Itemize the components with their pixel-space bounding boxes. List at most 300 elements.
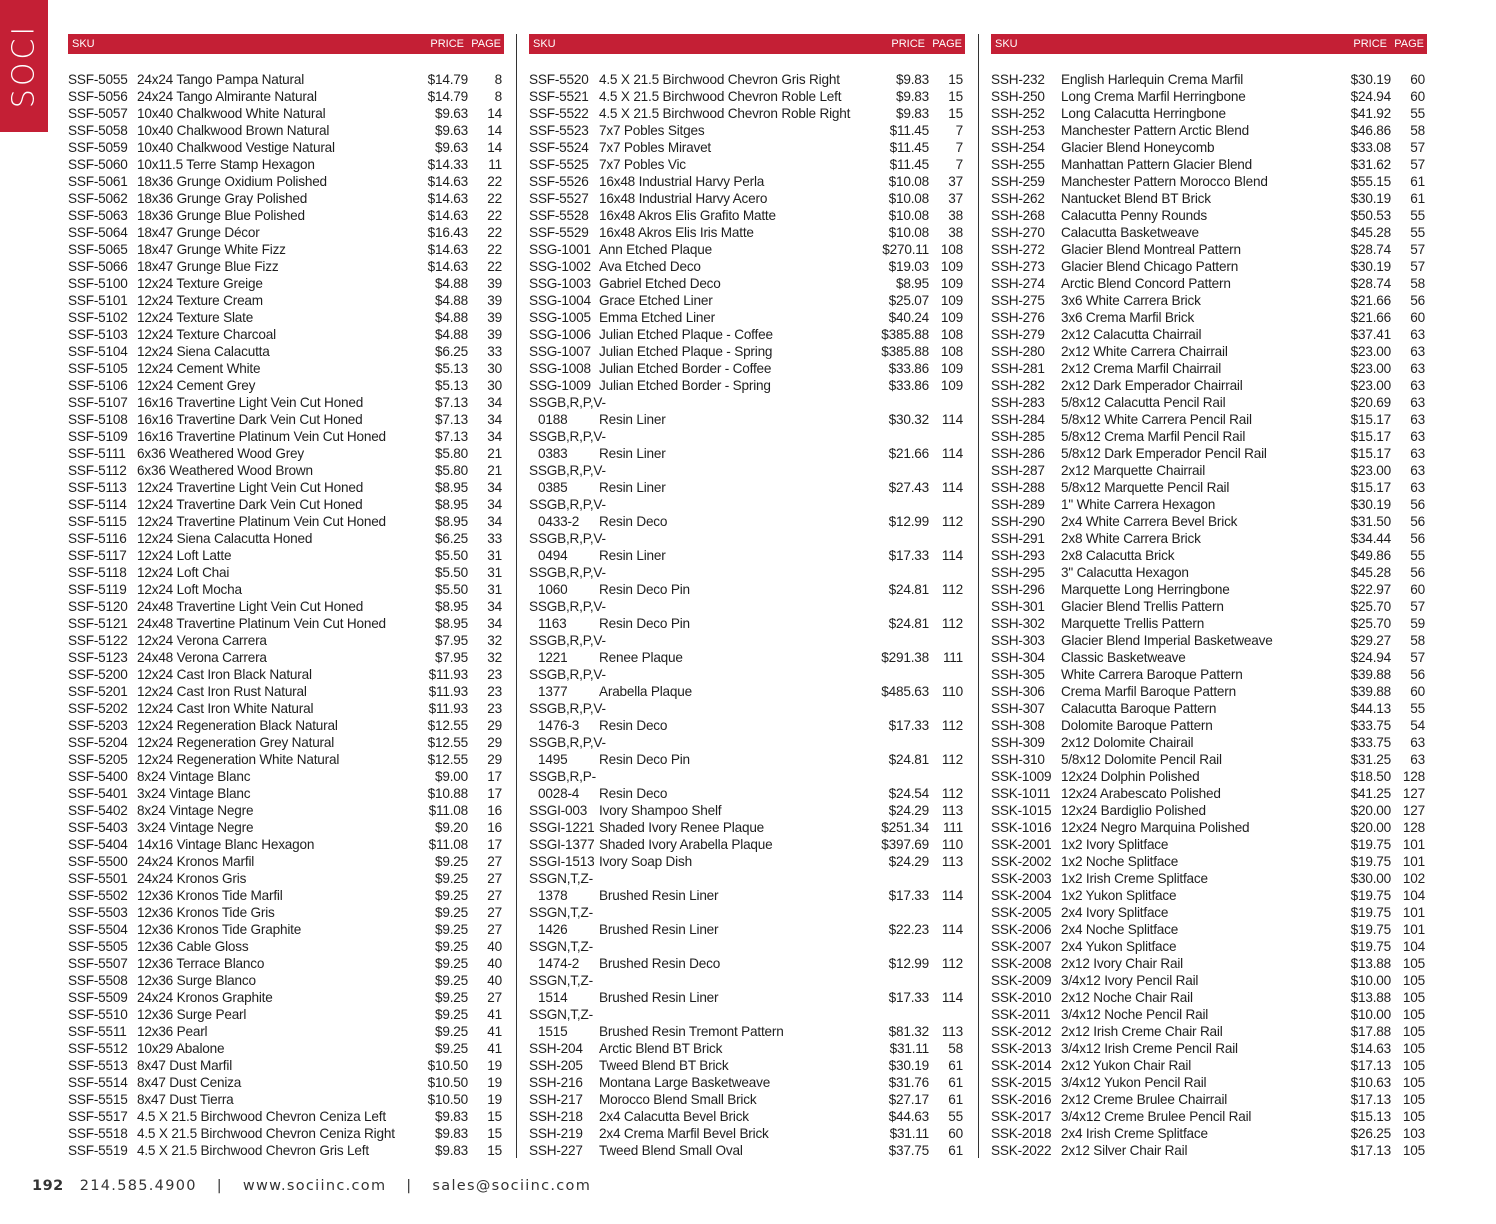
table-row [529, 989, 965, 1006]
table-row [991, 411, 1427, 428]
sku-cell: SSK-2016 [991, 1092, 1052, 1107]
price-cell: $5.80 [434, 463, 468, 478]
description-cell: 1x2 Noche Splitface [1061, 854, 1179, 869]
table-row [529, 513, 965, 530]
sku-cell: SSH-289 [991, 497, 1045, 512]
page-cell: 39 [487, 276, 502, 291]
description-cell: Resin Deco [599, 718, 668, 733]
sku-cell: SSF-5514 [68, 1075, 128, 1090]
table-row [68, 292, 504, 309]
table-row [529, 887, 965, 904]
table-row [991, 1040, 1427, 1057]
page-cell: 22 [487, 242, 502, 257]
description-cell: Arabella Plaque [599, 684, 692, 699]
page-cell: 112 [941, 786, 963, 801]
sku-cell: 1163 [538, 616, 567, 631]
sku-cell: SSG-1002 [529, 259, 591, 274]
page-cell: 17 [487, 837, 502, 852]
sku-cell: SSF-5200 [68, 667, 128, 682]
sku-cell: SSH-303 [991, 633, 1045, 648]
price-cell: $14.63 [427, 242, 468, 257]
price-cell: $10.08 [888, 191, 929, 206]
sku-cell: SSH-309 [991, 735, 1045, 750]
price-cell: $30.19 [1350, 72, 1391, 87]
page-cell: 60 [1410, 72, 1425, 87]
sku-cell: SSH-285 [991, 429, 1045, 444]
description-cell: Ivory Shampoo Shelf [599, 803, 722, 818]
sku-cell: SSH-205 [529, 1058, 583, 1073]
sku-cell: SSF-5058 [68, 123, 128, 138]
price-cell: $31.62 [1350, 157, 1391, 172]
table-row [991, 870, 1427, 887]
description-cell: 2x8 Calacutta Brick [1061, 548, 1175, 563]
phone-number: 214.585.4900 [79, 1178, 197, 1194]
table-row [529, 173, 965, 190]
description-cell: Brushed Resin Tremont Pattern [599, 1024, 784, 1039]
sku-cell: 0433-2 [538, 514, 580, 529]
price-cell: $251.34 [881, 820, 929, 835]
table-row [529, 88, 965, 105]
sku-cell: SSF-5104 [68, 344, 128, 359]
description-cell: 10x40 Chalkwood Brown Natural [137, 123, 330, 138]
description-cell: 2x12 Creme Brulee Chairrail [1061, 1092, 1228, 1107]
sku-cell: SSK-1016 [991, 820, 1052, 835]
sku-cell: SSK-2011 [991, 1007, 1051, 1022]
table-row [991, 258, 1427, 275]
description-cell: 12x36 Surge Blanco [137, 973, 256, 988]
table-row [68, 734, 504, 751]
description-cell: Julian Etched Border - Coffee [599, 361, 772, 376]
sku-cell: SSGN,T,Z- [529, 939, 593, 954]
price-cell: $7.13 [434, 429, 468, 444]
table-row [991, 530, 1427, 547]
page-cell: 22 [487, 208, 502, 223]
table-row [68, 683, 504, 700]
page-cell: 61 [1410, 191, 1425, 206]
description-cell: Tweed Blend BT Brick [599, 1058, 729, 1073]
description-cell: Resin Deco Pin [599, 752, 690, 767]
description-cell: 12x24 Regeneration White Natural [137, 752, 340, 767]
table-row [68, 241, 504, 258]
sku-cell: SSGI-1377 [529, 837, 595, 852]
table-row [68, 479, 504, 496]
price-cell: $8.95 [434, 514, 468, 529]
description-cell: 12x24 Texture Charcoal [137, 327, 276, 342]
page-cell: 27 [487, 854, 502, 869]
price-cell: $10.50 [427, 1092, 468, 1107]
table-row [68, 207, 504, 224]
price-cell: $19.75 [1350, 854, 1391, 869]
sku-cell: SSF-5059 [68, 140, 128, 155]
sku-cell: SSH-274 [991, 276, 1045, 291]
page-cell: 34 [487, 480, 502, 495]
sku-cell: SSH-302 [991, 616, 1045, 631]
page-cell: 14 [487, 123, 502, 138]
description-cell: Marquette Trellis Pattern [1061, 616, 1205, 631]
description-cell: 10x40 Chalkwood White Natural [137, 106, 326, 121]
price-cell: $10.63 [1350, 1075, 1391, 1090]
sku-cell: SSF-5401 [68, 786, 128, 801]
sku-cell: SSG-1007 [529, 344, 591, 359]
description-cell: Arctic Blend Concord Pattern [1061, 276, 1231, 291]
table-row [529, 105, 965, 122]
table-row [529, 1108, 965, 1125]
sku-cell: SSF-5055 [68, 72, 128, 87]
sku-cell: SSGI-003 [529, 803, 588, 818]
description-cell: 5/8x12 Marquette Pencil Rail [1061, 480, 1230, 495]
table-row [68, 666, 504, 683]
table-row [68, 1040, 504, 1057]
sku-cell: SSF-5113 [68, 480, 127, 495]
price-cell: $40.24 [888, 310, 929, 325]
price-cell: $39.88 [1350, 684, 1391, 699]
page-cell: 15 [487, 1143, 502, 1158]
price-cell: $45.28 [1350, 565, 1391, 580]
page-cell: 105 [1402, 1007, 1425, 1022]
page-cell: 34 [487, 412, 502, 427]
page-cell: 57 [1410, 242, 1425, 257]
sku-cell: SSH-291 [991, 531, 1045, 546]
description-cell: 5/8x12 Crema Marfil Pencil Rail [1061, 429, 1246, 444]
page-cell: 40 [487, 956, 502, 971]
page-cell: 34 [487, 497, 502, 512]
table-row [68, 71, 504, 88]
description-cell: 12x24 Cement White [137, 361, 261, 376]
page-cell: 34 [487, 395, 502, 410]
sku-cell: SSF-5066 [68, 259, 128, 274]
website-link[interactable]: www.sociinc.com [242, 1178, 387, 1194]
page-cell: 105 [1402, 1143, 1425, 1158]
page-cell: 101 [1402, 905, 1425, 920]
table-row [529, 156, 965, 173]
sku-cell: SSH-275 [991, 293, 1045, 308]
description-cell: 16x48 Akros Elis Grafito Matte [599, 208, 776, 223]
price-column-3 [991, 34, 1427, 1159]
page-cell: 34 [487, 599, 502, 614]
sku-cell: SSF-5123 [68, 650, 128, 665]
table-row [991, 547, 1427, 564]
price-cell: $12.55 [427, 752, 468, 767]
price-cell: $34.44 [1350, 531, 1391, 546]
table-row [991, 598, 1427, 615]
price-cell: $15.13 [1350, 1109, 1391, 1124]
price-cell: $17.13 [1350, 1092, 1391, 1107]
sku-cell: 1221 [538, 650, 568, 665]
price-cell: $5.50 [434, 582, 468, 597]
table-row [68, 1108, 504, 1125]
description-cell: 12x24 Loft Latte [137, 548, 232, 563]
page-cell: 104 [1402, 888, 1425, 903]
price-cell: $4.88 [434, 327, 468, 342]
sku-cell: SSF-5120 [68, 599, 128, 614]
table-row [68, 1091, 504, 1108]
sku-cell: SSK-2010 [991, 990, 1052, 1005]
table-row [991, 972, 1427, 989]
sku-cell: SSF-5520 [529, 72, 589, 87]
table-row [68, 360, 504, 377]
description-cell: Julian Etched Border - Spring [599, 378, 771, 393]
description-cell: 12x24 Loft Mocha [137, 582, 242, 597]
sku-cell: SSH-262 [991, 191, 1045, 206]
price-cell: $21.66 [888, 446, 929, 461]
table-row [991, 224, 1427, 241]
description-cell: Julian Etched Plaque - Spring [599, 344, 773, 359]
table-row [991, 1023, 1427, 1040]
sku-cell: SSH-293 [991, 548, 1045, 563]
price-cell: $27.17 [888, 1092, 929, 1107]
sku-cell: SSF-5505 [68, 939, 128, 954]
table-row [991, 836, 1427, 853]
page-cell: 112 [941, 616, 963, 631]
page-cell: 102 [1402, 871, 1425, 886]
description-cell: 2x12 Marquette Chairrail [1061, 463, 1206, 478]
sku-cell: SSH-255 [991, 157, 1045, 172]
price-cell: $11.93 [428, 667, 468, 682]
table-row [991, 496, 1427, 513]
page-cell: 40 [487, 973, 502, 988]
table-row [529, 853, 965, 870]
sku-cell: SSH-305 [991, 667, 1045, 682]
page-cell: 57 [1410, 599, 1425, 614]
description-cell: 6x36 Weathered Wood Brown [137, 463, 313, 478]
description-cell: 12x24 Siena Calacutta [137, 344, 270, 359]
price-cell: $14.63 [1350, 1041, 1391, 1056]
table-row [529, 275, 965, 292]
sku-cell: SSGB,R,P,V- [529, 667, 606, 682]
table-row [529, 581, 965, 598]
table-row [529, 377, 965, 394]
table-row [529, 802, 965, 819]
price-cell: $23.00 [1350, 344, 1391, 359]
table-row [529, 1023, 965, 1040]
page-cell: 109 [940, 361, 963, 376]
table-row [991, 139, 1427, 156]
page-cell: 63 [1410, 752, 1425, 767]
page-cell: 29 [487, 718, 502, 733]
sku-cell: SSGN,T,Z- [529, 1007, 593, 1022]
page-cell: 57 [1410, 650, 1425, 665]
table-row [529, 1057, 965, 1074]
page-cell: 105 [1402, 1058, 1425, 1073]
description-cell: 3/4x12 Noche Pencil Rail [1061, 1007, 1209, 1022]
page-cell: 22 [487, 259, 502, 274]
page-cell: 60 [1410, 684, 1425, 699]
page-cell: 11 [488, 157, 502, 172]
sku-cell: SSG-1004 [529, 293, 591, 308]
description-cell: 2x4 Noche Splitface [1061, 922, 1179, 937]
price-cell: $37.41 [1350, 327, 1391, 342]
price-cell: $9.25 [434, 1041, 468, 1056]
sku-cell: SSF-5122 [68, 633, 128, 648]
table-row [529, 1125, 965, 1142]
table-row [68, 972, 504, 989]
sku-cell: SSG-1003 [529, 276, 591, 291]
sku-cell: SSF-5119 [68, 582, 127, 597]
table-row [68, 122, 504, 139]
price-cell: $27.43 [888, 480, 929, 495]
table-row [529, 649, 965, 666]
page-cell: 108 [940, 242, 963, 257]
page-cell: 27 [487, 888, 502, 903]
table-row [68, 785, 504, 802]
sku-cell: SSF-5108 [68, 412, 128, 427]
column-header [529, 34, 965, 54]
table-row [529, 258, 965, 275]
description-cell: Nantucket Blend BT Brick [1061, 191, 1211, 206]
description-cell: Shaded Ivory Renee Plaque [599, 820, 765, 835]
price-cell: $9.25 [434, 905, 468, 920]
table-row [991, 989, 1427, 1006]
brand-side-tab [0, 0, 48, 132]
sku-cell: SSK-1009 [991, 769, 1052, 784]
price-cell: $4.88 [434, 276, 468, 291]
price-cell: $13.88 [1350, 990, 1391, 1005]
page-cell: 30 [487, 378, 502, 393]
table-row [68, 1074, 504, 1091]
page-cell: 58 [1410, 123, 1425, 138]
page-cell: 105 [1402, 1092, 1425, 1107]
table-row [68, 649, 504, 666]
price-cell: $23.00 [1350, 378, 1391, 393]
description-cell: Manchester Pattern Morocco Blend [1061, 174, 1268, 189]
price-cell: $41.92 [1350, 106, 1391, 121]
page-cell: 34 [487, 616, 502, 631]
description-cell: 12x24 Negro Marquina Polished [1061, 820, 1250, 835]
sku-cell: SSH-280 [991, 344, 1045, 359]
price-cell: $15.17 [1350, 429, 1391, 444]
table-row [991, 1057, 1427, 1074]
price-cell: $12.99 [888, 956, 929, 971]
sku-cell: 1378 [538, 888, 568, 903]
page-cell: 113 [941, 1024, 963, 1039]
page-cell: 61 [948, 1092, 963, 1107]
description-cell: 6x36 Weathered Wood Grey [137, 446, 304, 461]
page-cell: 105 [1402, 1075, 1425, 1090]
price-cell: $24.94 [1350, 89, 1391, 104]
page-cell: 113 [941, 854, 963, 869]
description-cell: Marquette Long Herringbone [1061, 582, 1230, 597]
page-cell: 56 [1410, 497, 1425, 512]
description-cell: 2x4 White Carrera Bevel Brick [1061, 514, 1238, 529]
description-cell: 24x24 Tango Pampa Natural [137, 72, 305, 87]
page-cell: 63 [1410, 361, 1425, 376]
description-cell: Dolomite Baroque Pattern [1061, 718, 1213, 733]
sku-cell: SSH-216 [529, 1075, 583, 1090]
price-cell: $9.25 [434, 1007, 468, 1022]
table-row [529, 360, 965, 377]
price-cell: $12.99 [888, 514, 929, 529]
sku-cell: SSF-5519 [68, 1143, 128, 1158]
description-cell: 5/8x12 Dark Emperador Pencil Rail [1061, 446, 1267, 461]
price-cell: $397.69 [881, 837, 929, 852]
sku-cell: SSF-5107 [68, 395, 128, 410]
page-footer [32, 1178, 591, 1194]
page-cell: 56 [1410, 514, 1425, 529]
price-cell: $9.83 [434, 1143, 468, 1158]
sku-cell: SSH-272 [991, 242, 1045, 257]
table-row [68, 802, 504, 819]
page-cell: 61 [948, 1058, 963, 1073]
page-cell: 40 [487, 939, 502, 954]
page-cell: 63 [1410, 463, 1425, 478]
price-cell: $30.19 [1350, 191, 1391, 206]
table-row [68, 921, 504, 938]
sku-cell: SSF-5512 [68, 1041, 128, 1056]
price-cell: $44.63 [888, 1109, 929, 1124]
sku-cell: SSF-5518 [68, 1126, 128, 1141]
table-row [529, 139, 965, 156]
footer-separator: | [216, 1178, 223, 1194]
table-row [529, 870, 965, 887]
email-link[interactable]: sales@sociinc.com [432, 1178, 592, 1194]
price-cell: $20.00 [1350, 803, 1391, 818]
page-cell: 112 [941, 956, 963, 971]
table-row [529, 1040, 965, 1057]
sku-cell: SSH-295 [991, 565, 1045, 580]
price-cell: $12.55 [427, 718, 468, 733]
page-cell: 128 [1402, 820, 1425, 835]
table-row [991, 717, 1427, 734]
description-cell: 2x12 Ivory Chair Rail [1061, 956, 1183, 971]
price-cell: $291.38 [881, 650, 929, 665]
page-cell: 15 [487, 1126, 502, 1141]
page-cell: 14 [487, 140, 502, 155]
page-cell: 114 [941, 888, 963, 903]
table-row [68, 309, 504, 326]
sku-cell: 1426 [538, 922, 568, 937]
table-row [991, 326, 1427, 343]
description-cell: 12x24 Texture Cream [137, 293, 263, 308]
table-row [68, 819, 504, 836]
page-number: 192 [32, 1178, 64, 1194]
table-row [529, 904, 965, 921]
page-cell: 60 [948, 1126, 963, 1141]
table-row [68, 717, 504, 734]
price-cell: $17.33 [888, 888, 929, 903]
description-cell: 2x8 White Carrera Brick [1061, 531, 1201, 546]
table-row [991, 564, 1427, 581]
page-cell: 108 [940, 344, 963, 359]
table-row [991, 581, 1427, 598]
sku-cell: SSK-2004 [991, 888, 1052, 903]
page-cell: 38 [948, 225, 963, 240]
description-cell: Glacier Blend Imperial Basketweave [1061, 633, 1273, 648]
sku-cell: SSF-5510 [68, 1007, 128, 1022]
price-cell: $24.81 [888, 582, 929, 597]
table-row [991, 734, 1427, 751]
description-cell: 12x24 Cast Iron White Natural [137, 701, 314, 716]
description-cell: 24x24 Kronos Gris [137, 871, 247, 886]
table-row [68, 173, 504, 190]
price-cell: $31.25 [1350, 752, 1391, 767]
price-cell: $14.79 [427, 72, 468, 87]
description-cell: 12x36 Cable Gloss [137, 939, 249, 954]
price-cell: $10.88 [427, 786, 468, 801]
sku-cell: SSH-254 [991, 140, 1045, 155]
table-row [68, 700, 504, 717]
page-cell: 23 [487, 667, 502, 682]
sku-cell: SSF-5100 [68, 276, 128, 291]
page-cell: 39 [487, 310, 502, 325]
description-cell: 12x24 Regeneration Grey Natural [137, 735, 335, 750]
description-cell: 4.5 X 21.5 Birchwood Chevron Ceniza Left [137, 1109, 386, 1124]
description-cell: 12x24 Bardiglio Polished [1061, 803, 1206, 818]
price-cell: $19.75 [1350, 888, 1391, 903]
page-cell: 112 [941, 514, 963, 529]
page-cell: 8 [494, 89, 502, 104]
page-cell: 128 [1402, 769, 1425, 784]
sku-cell: SSF-5102 [68, 310, 128, 325]
